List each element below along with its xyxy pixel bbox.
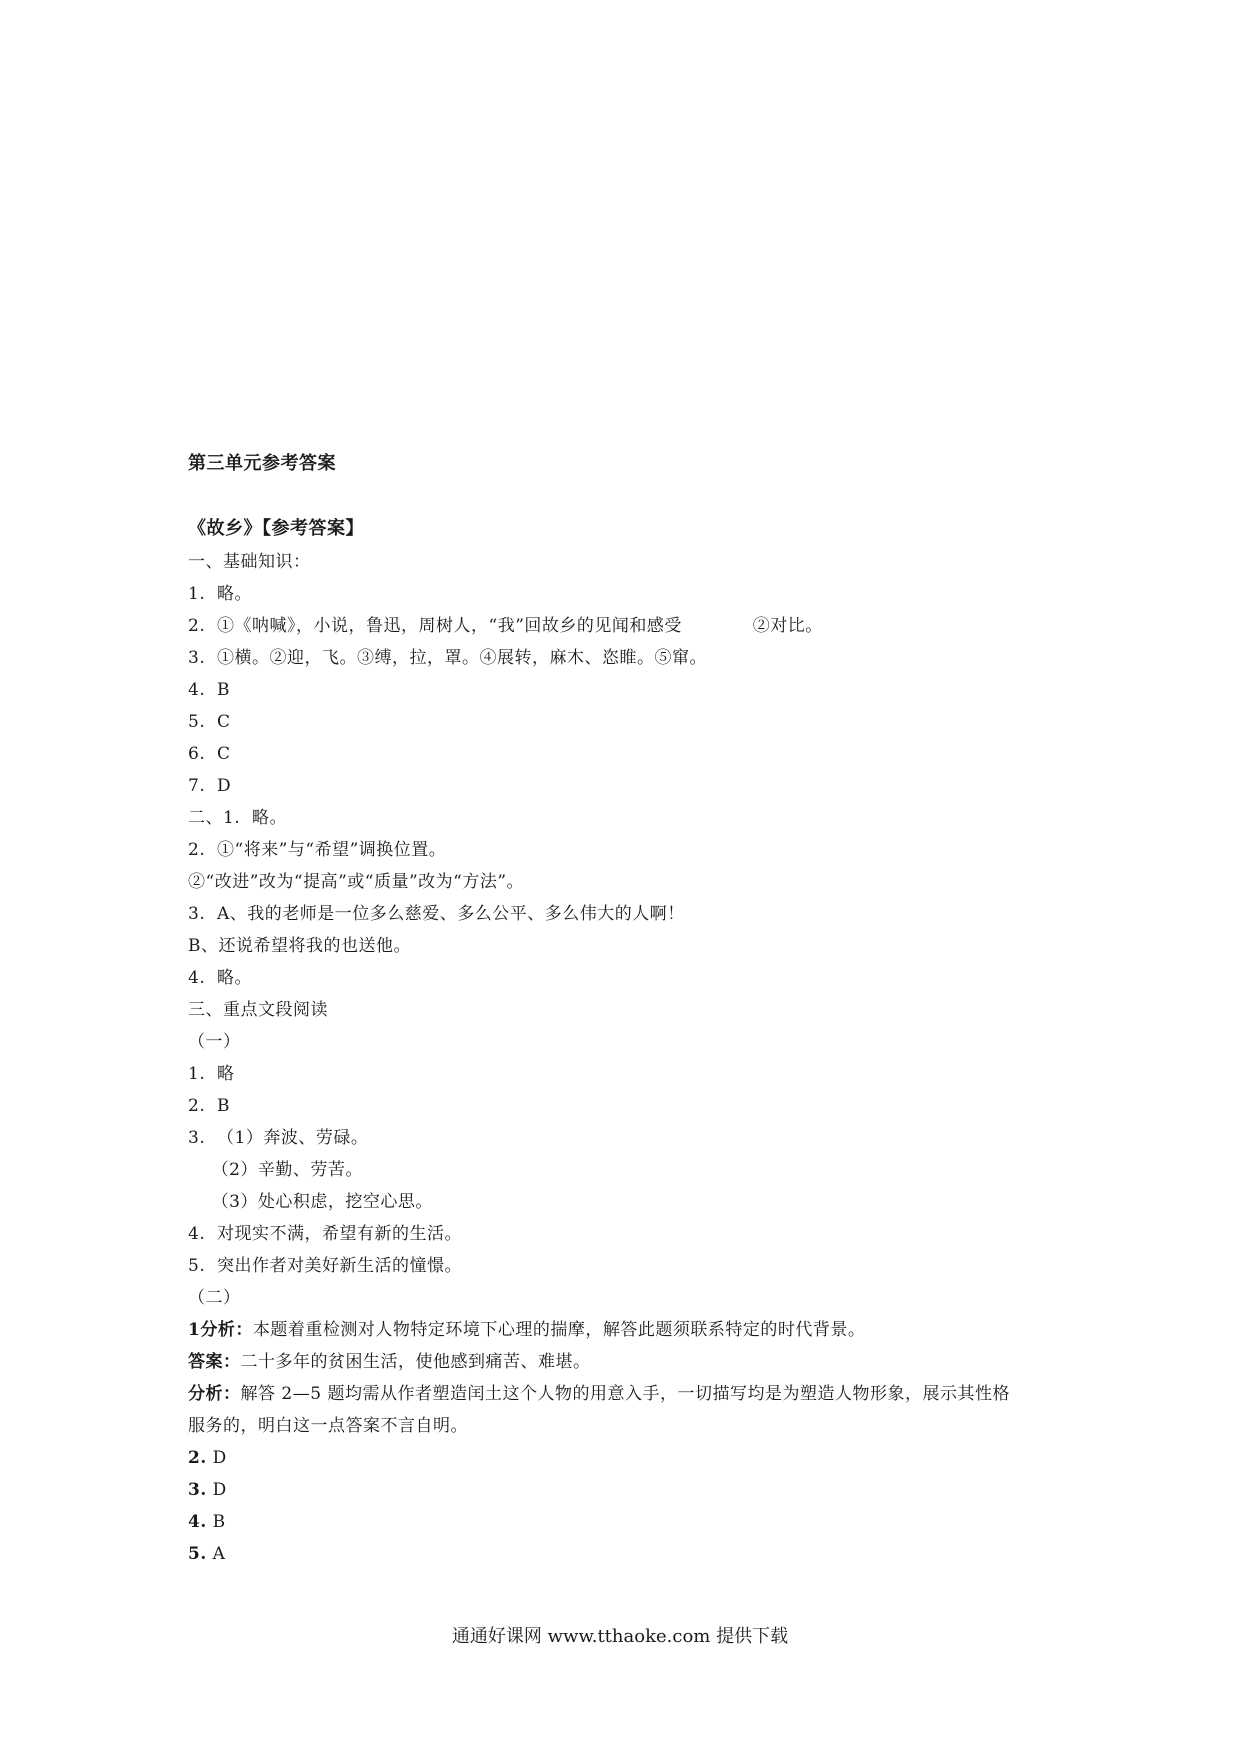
- answer-text: 4. 略。: [188, 968, 253, 988]
- answer-line: [188, 1030, 241, 1054]
- answer-text: 7. D: [188, 776, 232, 796]
- answer-line: [188, 1350, 591, 1374]
- answer-line: [188, 1254, 462, 1278]
- answer-line: [188, 1478, 227, 1502]
- answer-text: 2. B: [188, 1096, 231, 1116]
- answer-text: 本题着重检测对人物特定环境下心理的揣摩，解答此题须联系特定的时代背景。: [252, 1320, 866, 1340]
- answer-text: 4. 对现实不满，希望有新的生活。: [188, 1224, 463, 1244]
- answer-line: [188, 1190, 433, 1214]
- answer-line: [188, 710, 231, 734]
- answer-text: B、还说希望将我的也送他。: [188, 936, 411, 956]
- answer-line: [188, 1286, 241, 1310]
- answer-label: 3.: [188, 1480, 207, 1500]
- answer-text: 3. （1）奔波、劳碌。: [188, 1128, 369, 1148]
- answer-line: [188, 934, 411, 958]
- answer-line: [188, 966, 252, 990]
- answer-text: （一）: [188, 1032, 241, 1052]
- answer-text: 1. 略: [188, 1064, 235, 1084]
- answer-text: 服务的，明白这一点答案不言自明。: [188, 1416, 468, 1436]
- answer-line: [188, 998, 328, 1022]
- answer-line: [188, 1542, 225, 1566]
- footer-credit: 通通好课网 www.tthaoke.com 提供下载: [451, 1626, 789, 1647]
- answer-line: [188, 646, 707, 670]
- answer-line: [188, 1318, 865, 1342]
- answer-text: 1. 略。: [188, 584, 253, 604]
- answer-text: 6. C: [188, 744, 231, 764]
- answer-line: [188, 1222, 462, 1246]
- answer-line: [188, 1158, 363, 1182]
- answer-text: 三、重点文段阅读: [188, 1000, 328, 1020]
- answer-text: D: [206, 1448, 227, 1468]
- answer-text: ②“改进”改为“提高”或“质量”改为“方法”。: [188, 872, 525, 892]
- answer-line: [188, 678, 230, 702]
- answer-line: [188, 902, 685, 926]
- answer-line: [188, 550, 311, 574]
- answer-line: [188, 1382, 1010, 1406]
- answer-text: （2）辛勤、劳苦。: [188, 1160, 363, 1180]
- answer-text: 2. ①《呐喊》，小说，鲁迅，周树人，“我”回故乡的见闻和感受 ②对比。: [188, 616, 823, 636]
- answer-text: B: [206, 1512, 226, 1532]
- answer-line: [188, 1094, 230, 1118]
- answer-text: （二）: [188, 1288, 241, 1308]
- answer-text: （3）处心积虑，挖空心思。: [188, 1192, 433, 1212]
- answer-line: [188, 1510, 226, 1534]
- answer-label: 分析：: [188, 1384, 241, 1404]
- answer-text: 二、1. 略。: [188, 808, 288, 828]
- section-title: 《故乡》【参考答案】: [188, 518, 364, 539]
- answer-text: 5. 突出作者对美好新生活的憧憬。: [188, 1256, 463, 1276]
- answer-label: 答案：: [188, 1352, 241, 1372]
- answer-line: [188, 742, 231, 766]
- answer-text: 一、基础知识：: [188, 552, 311, 572]
- answer-line: [188, 614, 823, 638]
- answer-line: [188, 1446, 227, 1470]
- answer-line: [188, 1062, 235, 1086]
- answer-line: [188, 774, 231, 798]
- unit-title: 第三单元参考答案: [188, 453, 336, 474]
- answer-label: 4.: [188, 1512, 207, 1532]
- answer-line: [188, 1414, 468, 1438]
- answer-label: 2.: [188, 1448, 207, 1468]
- answer-label: 5.: [188, 1544, 207, 1564]
- answer-text: 4. B: [188, 680, 231, 700]
- answer-line: [188, 806, 287, 830]
- answer-line: [188, 870, 524, 894]
- answer-line: [188, 838, 446, 862]
- answer-line: [188, 1126, 368, 1150]
- answer-text: 2. ①“将来”与“希望”调换位置。: [188, 840, 447, 860]
- answer-text: 3. A、我的老师是一位多么慈爱、多么公平、多么伟大的人啊！: [188, 904, 685, 924]
- answer-text: D: [206, 1480, 227, 1500]
- answer-text: 3. ①横。②迎，飞。③缚，拉，罩。④展转，麻木、恣睢。⑤窜。: [188, 648, 708, 668]
- answer-label: 1分析：: [188, 1320, 253, 1340]
- answer-line: [188, 582, 252, 606]
- answer-text: 二十多年的贫困生活，使他感到痛苦、难堪。: [240, 1352, 591, 1372]
- answer-text: 解答 2—5 题均需从作者塑造闰土这个人物的用意入手，一切描写均是为塑造人物形象，展示其性格: [240, 1384, 1010, 1404]
- answer-text: 5. C: [188, 712, 231, 732]
- answer-text: A: [206, 1544, 226, 1564]
